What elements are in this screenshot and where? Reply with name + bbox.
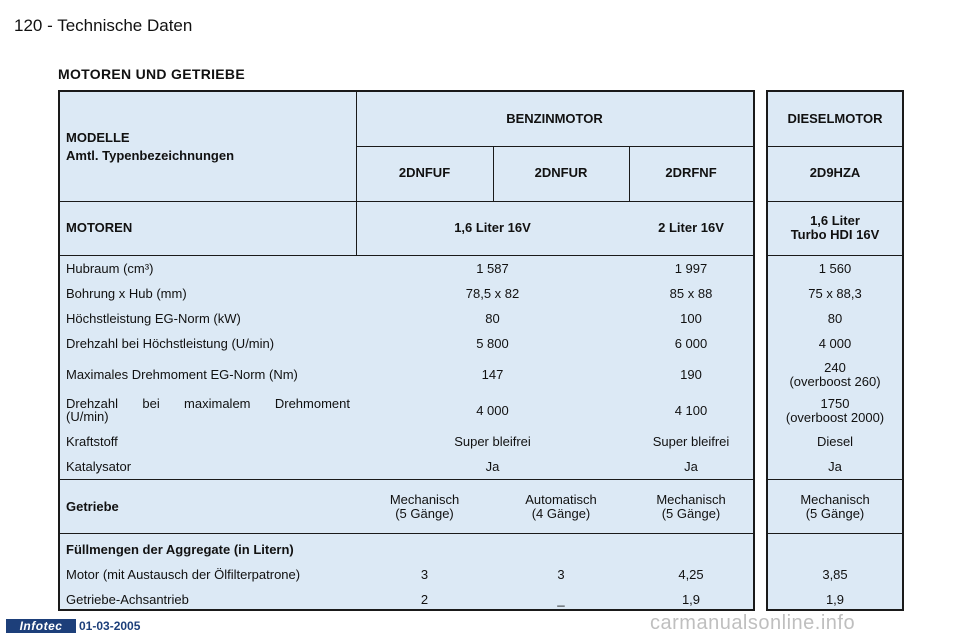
- diesel-fuell-value: 1,9: [825, 592, 845, 607]
- modelle-label: MODELLE: [66, 130, 130, 145]
- fuell-label: Getriebe-Achsantrieb: [66, 592, 189, 607]
- getriebe-gears: (5 Gänge): [805, 506, 865, 521]
- fuell-value: 3: [557, 567, 565, 582]
- diesel-overboost: (overboost 260): [789, 374, 881, 389]
- typen-label: Amtl. Typenbezeichnungen: [66, 148, 235, 163]
- fuell-value: 1,9: [681, 592, 701, 607]
- page-header: [14, 16, 192, 36]
- diesel-engine-heading: [768, 213, 902, 243]
- diesel-table: [766, 90, 904, 611]
- spec-value-2: 85 x 88: [669, 286, 713, 301]
- spec-value-16: Super bleifrei: [454, 434, 531, 449]
- spec-label: Bohrung x Hub (mm): [66, 286, 187, 301]
- getriebe-type: Mechanisch: [656, 492, 726, 507]
- diesel-spec-value: Ja: [828, 459, 842, 474]
- motoren-label: MOTOREN: [66, 220, 133, 235]
- getriebe-gears: (5 Gänge): [395, 506, 454, 521]
- diesel-torque-rpm: 1750: [820, 396, 850, 411]
- getriebe-type: Mechanisch: [389, 492, 460, 507]
- diesel-engine-type: Turbo HDI 16V: [790, 227, 880, 242]
- spec-value-2: 4 100: [674, 403, 708, 418]
- engine-16-heading: 1,6 Liter 16V: [454, 220, 531, 235]
- benzin-table: [58, 90, 755, 611]
- diesel-engine-size: 1,6 Liter: [810, 213, 860, 228]
- code-2dnfur: 2DNFUR: [534, 165, 588, 180]
- getriebe-gears: (5 Gänge): [661, 506, 721, 521]
- diesel-getriebe: [768, 492, 902, 522]
- spec-label: Höchstleistung EG-Norm (kW): [66, 311, 241, 326]
- getriebe-label: Getriebe: [66, 499, 119, 514]
- diesel-spec-value: 1 560: [818, 261, 852, 276]
- code-2dnfuf: 2DNFUF: [398, 165, 451, 180]
- getriebe-type: Mechanisch: [800, 492, 870, 507]
- spec-label: Kraftstoff: [66, 434, 118, 449]
- spec-value-2: Super bleifrei: [652, 434, 730, 449]
- dieselmotor-heading: DIESELMOTOR: [787, 111, 883, 126]
- diesel-spec-value: 80: [827, 311, 843, 326]
- diesel-fuell-value: 3,85: [822, 567, 848, 582]
- section-title: MOTOREN UND GETRIEBE: [58, 66, 245, 82]
- spec-label: Drehzahl bei Höchstleistung (U/min): [66, 336, 275, 351]
- spec-value-16: 147: [481, 367, 504, 382]
- benzinmotor-heading: BENZINMOTOR: [506, 111, 603, 126]
- diesel-overboost-rpm: (overboost 2000): [785, 410, 885, 425]
- spec-label: Maximales Drehmoment EG-Norm (Nm): [66, 367, 298, 382]
- fuell-value: 3: [420, 567, 429, 582]
- spec-label: Katalysator: [66, 459, 132, 474]
- chapter-title: Technische Daten: [57, 16, 193, 35]
- engine-2-heading: 2 Liter 16V: [658, 220, 724, 235]
- diesel-torque: 240: [824, 360, 846, 375]
- diesel-spec-value: [768, 396, 902, 426]
- watermark: carmanualsonline.info: [650, 612, 856, 634]
- spec-label: Hubraum (cm³): [66, 261, 154, 276]
- spec-value-2: 1 997: [674, 261, 708, 276]
- getriebe-type: Automatisch: [525, 492, 597, 507]
- spec-value-16: 78,5 x 82: [465, 286, 520, 301]
- getriebe-gears: (4 Gänge): [531, 506, 591, 521]
- diesel-spec-value: Diesel: [816, 434, 854, 449]
- spec-value-16: 80: [485, 311, 500, 326]
- diesel-spec-value: [768, 360, 902, 390]
- spec-value-2: 100: [680, 311, 702, 326]
- getriebe-cell: [356, 492, 493, 522]
- spec-value-2: Ja: [684, 459, 698, 474]
- diesel-spec-value: 75 x 88,3: [808, 286, 862, 301]
- page-number: 120: [14, 16, 43, 35]
- spec-value-16: 5 800: [476, 336, 509, 351]
- fuell-value: _: [557, 592, 565, 607]
- spec-label-unit: (U/min): [66, 409, 109, 424]
- fuell-value: 2: [420, 592, 429, 607]
- code-2d9hza: 2D9HZA: [809, 165, 861, 180]
- fuell-value: 4,25: [678, 567, 704, 582]
- diesel-spec-value: 4 000: [818, 336, 852, 351]
- spec-value-2: 6 000: [674, 336, 708, 351]
- infotec-logo: Infotec: [6, 619, 76, 633]
- spec-label: Drehzahl bei maximalem Drehmoment: [66, 396, 350, 411]
- getriebe-cell: [629, 492, 753, 522]
- spec-value-2: 190: [680, 367, 702, 382]
- spec-value-16: Ja: [485, 459, 500, 474]
- spec-value-16: 4 000: [476, 403, 509, 418]
- fuell-label: Motor (mit Austausch der Ölfilterpatrone): [66, 567, 301, 582]
- fuellmengen-title: Füllmengen der Aggregate (in Litern): [66, 542, 294, 557]
- page-separator: -: [47, 16, 53, 35]
- footer-date: 01-03-2005: [79, 619, 141, 633]
- getriebe-cell: [493, 492, 629, 522]
- code-2drfnf: 2DRFNF: [665, 165, 717, 180]
- spec-value-16: 1 587: [476, 261, 509, 276]
